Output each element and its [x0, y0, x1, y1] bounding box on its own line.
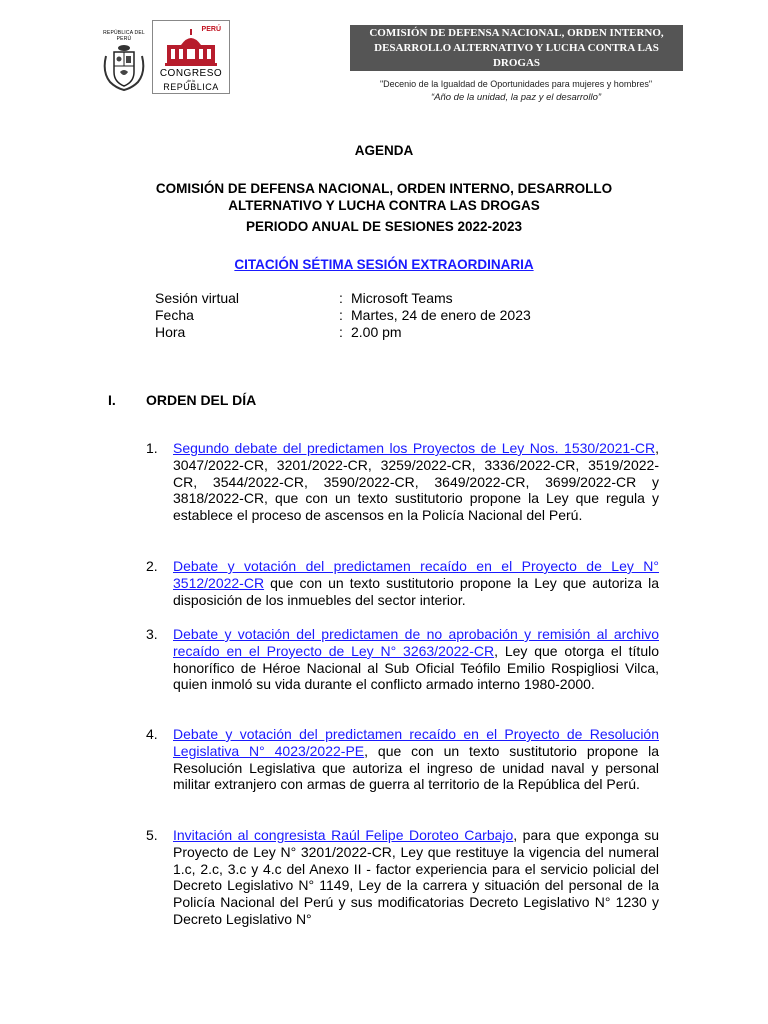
item-number: 5.	[146, 827, 158, 843]
decade-motto: "Decenio de la Igualdad de Oportunidades para mujeres y hombres"	[379, 79, 653, 89]
period-title: PERIODO ANUAL DE SESIONES 2022-2023	[245, 219, 523, 234]
item-body	[173, 726, 659, 793]
item-link[interactable]: Segundo debate del predictamen los Proyectos de Ley Nos. 1530/2021-CR	[173, 440, 656, 456]
item-number: 4.	[146, 726, 158, 742]
item-text: que con un texto sustitutorio propone la Ley que autoriza la disposición de los inmuebles del sector interior.	[173, 574, 659, 608]
logo-line3: REPÚBLICA	[163, 82, 219, 92]
year-motto: “Año de la unidad, la paz y el desarrollo”	[430, 92, 602, 103]
item-body	[173, 440, 659, 524]
info-colon: :	[339, 307, 343, 323]
commission-banner-text: COMISIÓN DE DEFENSA NACIONAL, ORDEN INTERNO, DESARROLLO ALTERNATIVO Y LUCHA CONTRA LAS DROGAS	[369, 26, 664, 69]
item-text: , Ley que otorga el título honorífico de Héroe Nacional al Sub Oficial Teófilo Emilio Rospigliosi Vilca, quien inmoló su vida durante el conflicto armado interno 1980-2000.	[173, 642, 659, 693]
logo-line2: de la	[187, 79, 195, 83]
section-heading	[108, 392, 256, 408]
congress-building-icon	[163, 27, 219, 67]
item-link[interactable]: Debate y votación del predictamen recaído en el Proyecto de Ley N° 3512/2022-CR	[173, 558, 659, 591]
shield-caption: REPÚBLICA DEL PERÚ	[103, 30, 145, 42]
info-label: Sesión virtual	[155, 290, 240, 306]
shield-icon	[100, 42, 148, 94]
info-label: Fecha	[155, 307, 194, 323]
item-body	[173, 827, 659, 928]
time-info-row	[155, 324, 575, 341]
info-label: Hora	[155, 324, 186, 340]
info-value: Microsoft Teams	[351, 290, 453, 306]
item-link[interactable]: Debate y votación del predictamen de no aprobación y remisión al archivo recaído en el Proyecto de Ley N° 3263/2022-CR	[173, 626, 659, 659]
item-text: , que con un texto sustitutorio propone la Resolución Legislativa que autoriza el ingreso de unidad naval y personal militar extranjero con armas de guerra al territorio de la República del Perú.	[173, 742, 659, 793]
session-info-row	[155, 290, 575, 307]
congreso-logo	[152, 20, 230, 94]
info-value: 2.00 pm	[351, 324, 402, 340]
citation-link[interactable]: CITACIÓN SÉTIMA SESIÓN EXTRAORDINARIA	[234, 257, 534, 272]
item-number: 2.	[146, 558, 158, 574]
item-text: , para que exponga su Proyecto de Ley N° 3201/2022-CR, Ley que restituye la vigencia del numeral 1.c, 2.c, 3.c y 4.c del Anexo II - factor experiencia para el servicio policial del Decreto Legislativo N° 1149, Ley de la carrera y situación del personal de la Policía Nacional del Perú y sus modificatorias Decreto Legislativo N° 1230 y Decreto Legislativo N°	[173, 827, 659, 927]
section-title: ORDEN DEL DÍA	[146, 392, 257, 408]
commission-title-line1: COMISIÓN DE DEFENSA NACIONAL, ORDEN INTERNO, DESARROLLO	[155, 181, 613, 196]
agenda-heading: AGENDA	[354, 143, 414, 158]
item-link[interactable]: Invitación al congresista Raúl Felipe Doroteo Carbajo	[173, 827, 514, 843]
item-body	[173, 626, 659, 693]
commission-banner	[350, 25, 683, 71]
item-number: 1.	[146, 440, 158, 456]
coat-of-arms-logo	[100, 30, 148, 90]
item-body	[173, 558, 659, 608]
info-colon: :	[339, 290, 343, 306]
section-number: I.	[108, 392, 116, 408]
item-number: 3.	[146, 626, 158, 642]
logo-country: PERÚ	[201, 26, 221, 33]
item-link[interactable]: Debate y votación del predictamen recaído en el Proyecto de Resolución Legislativa N° 4023/2022-PE	[173, 726, 659, 759]
item-text: , 3047/2022-CR, 3201/2022-CR, 3259/2022-CR, 3336/2022-CR, 3519/2022-CR, 3544/2022-CR, 3590/2022-CR, 3649/2022-CR, 3699/2022-CR y 3818/2022-CR, que con un texto sustitutorio propone la Ley que regula y establece el proceso de ascensos en la Policía Nacional del Perú.	[173, 440, 659, 524]
info-value: Martes, 24 de enero de 2023	[351, 307, 531, 323]
logo-line1: CONGRESO	[159, 68, 223, 79]
date-info-row	[155, 307, 575, 324]
info-colon: :	[339, 324, 343, 340]
commission-title-line2: ALTERNATIVO Y LUCHA CONTRA LAS DROGAS	[228, 198, 540, 213]
